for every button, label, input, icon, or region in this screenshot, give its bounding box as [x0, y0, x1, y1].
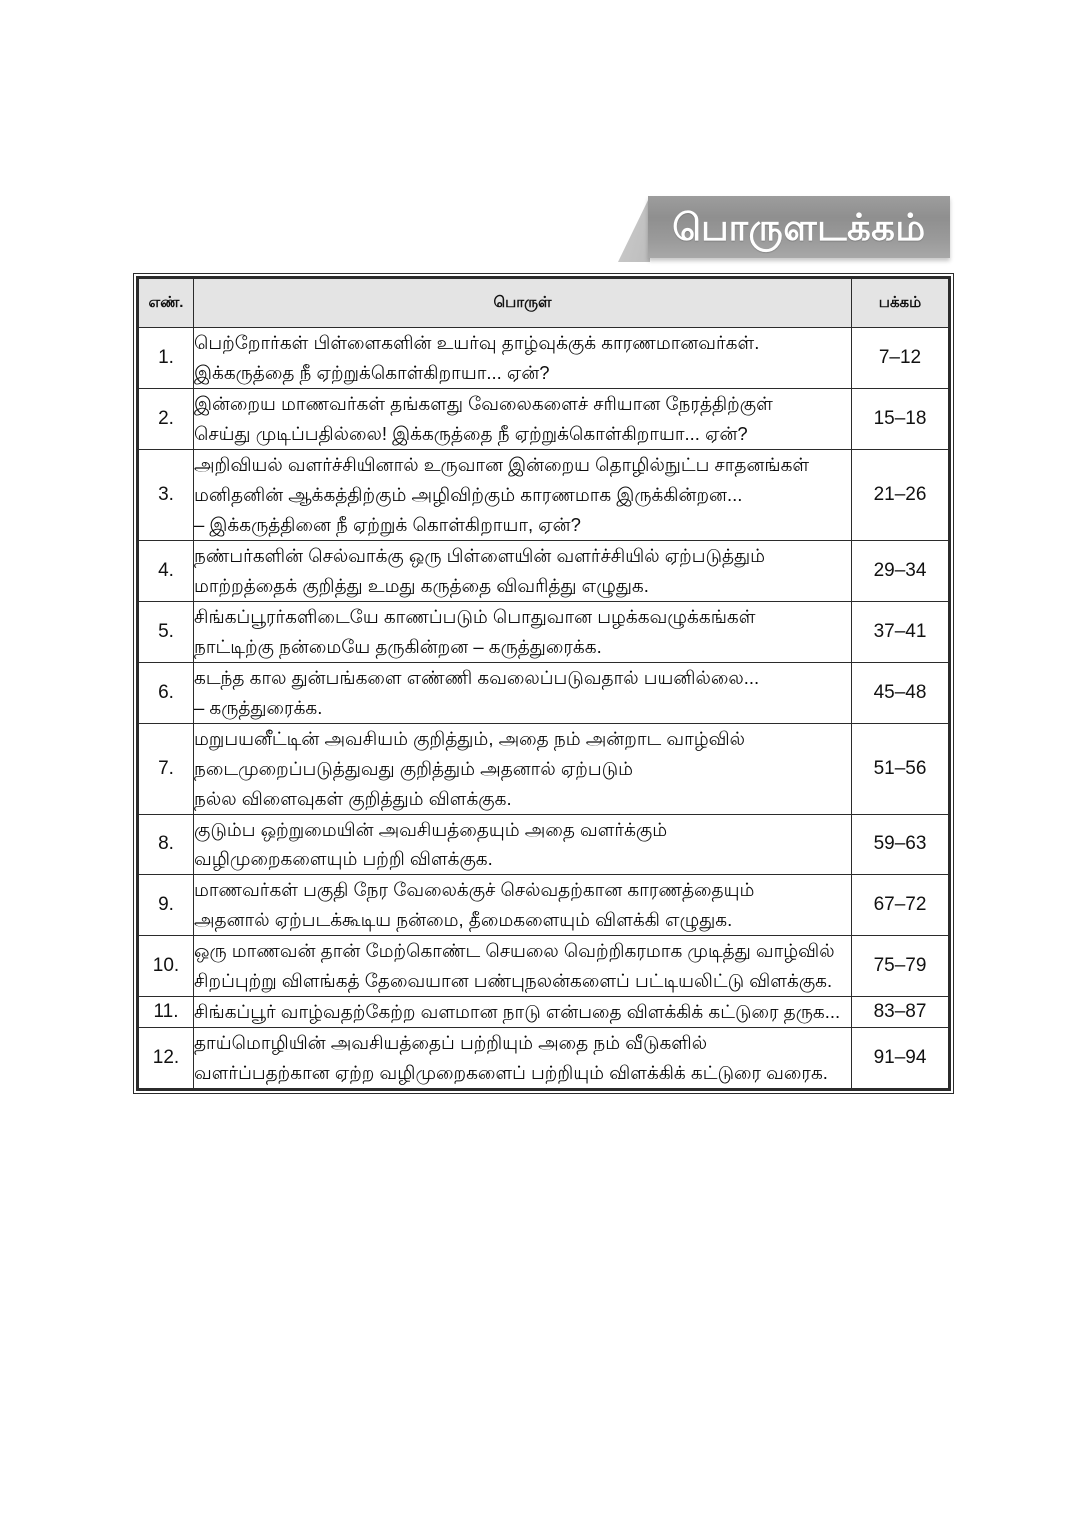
table-row — [138, 540, 950, 601]
table-row — [138, 875, 950, 936]
table-row — [138, 662, 950, 723]
row-page-range: 45–48 — [852, 662, 950, 723]
row-number: 7. — [138, 723, 194, 814]
row-number: 8. — [138, 814, 194, 875]
row-page-range: 15–18 — [852, 388, 950, 449]
row-page-range: 67–72 — [852, 875, 950, 936]
column-header-page: பக்கம் — [852, 278, 950, 328]
column-header-topic: பொருள் — [194, 278, 852, 328]
page-title: பொருளடக்கம் — [672, 206, 926, 248]
table-header-row — [138, 278, 950, 328]
topic-line: பெற்றோர்கள் பிள்ளைகளின் உயர்வு தாழ்வுக்குக் காரணமானவர்கள். — [194, 332, 760, 353]
table-header — [138, 278, 950, 328]
topic-line: அதனால் ஏற்படக்கூடிய நன்மை, தீமைகளையும் விளக்கி எழுதுக. — [194, 909, 733, 931]
row-page-range: 83–87 — [852, 997, 950, 1028]
topic-line: தாய்மொழியின் அவசியத்தைப் பற்றியும் அதை நம் வீடுகளில் — [194, 1032, 708, 1054]
topic-line: மாணவர்கள் பகுதி நேர வேலைக்குச் செல்வதற்கான காரணத்தையும் — [194, 879, 755, 901]
row-number: 2. — [138, 388, 194, 449]
row-number: 9. — [138, 875, 194, 936]
table-of-contents — [136, 276, 951, 1091]
topic-line: வழிமுறைகளையும் பற்றி விளக்குக. — [194, 848, 493, 870]
row-page-range: 29–34 — [852, 540, 950, 601]
topic-line: – கருத்துரைக்க. — [194, 696, 323, 718]
topic-line: வளர்ப்பதற்கான ஏற்ற வழிமுறைகளைப் பற்றியும் விளக்கிக் கட்டுரை வரைக. — [194, 1062, 828, 1084]
table-row — [138, 601, 950, 662]
topic-line: – இக்கருத்தினை நீ ஏற்றுக் கொள்கிறாயா, ஏன்? — [194, 513, 581, 535]
topic-line: மாற்றத்தைக் குறித்து உமது கருத்தை விவரித்து எழுதுக. — [194, 574, 649, 596]
banner-tail-shape — [618, 196, 650, 262]
row-page-range: 75–79 — [852, 936, 950, 997]
row-number: 1. — [138, 328, 194, 389]
topic-line: மனிதனின் ஆக்கத்திற்கும் அழிவிற்கும் காரணமாக இருக்கின்றன... — [194, 483, 743, 505]
row-number: 5. — [138, 601, 194, 662]
table-row — [138, 814, 950, 875]
topic-line: நாட்டிற்கு நன்மையே தருகின்றன – கருத்துரைக்க. — [194, 635, 602, 657]
topic-line: மறுபயனீட்டின் அவசியம் குறித்தும், அதை நம் அன்றாட வாழ்வில் — [194, 727, 746, 749]
table-body — [138, 328, 950, 1090]
topic-line: செய்து முடிப்பதில்லை! இக்கருத்தை நீ ஏற்றுக்கொள்கிறாயா... ஏன்? — [194, 422, 748, 444]
table-row — [138, 328, 950, 389]
row-page-range: 37–41 — [852, 601, 950, 662]
topic-line: சிங்கப்பூரர்களிடையே காணப்படும் பொதுவான பழக்கவழுக்கங்கள் — [194, 605, 756, 627]
topic-line: நல்ல விளைவுகள் குறித்தும் விளக்குக. — [194, 787, 512, 809]
row-page-range: 21–26 — [852, 449, 950, 540]
row-topic — [194, 601, 852, 662]
table-row — [138, 997, 950, 1028]
topic-line: அறிவியல் வளர்ச்சியினால் உருவான இன்றைய தொழில்நுட்ப சாதனங்கள் — [194, 453, 810, 475]
row-page-range: 51–56 — [852, 723, 950, 814]
table-row — [138, 936, 950, 997]
row-topic — [194, 388, 852, 449]
row-number: 10. — [138, 936, 194, 997]
row-page-range: 91–94 — [852, 1028, 950, 1090]
topic-line: சிங்கப்பூர் வாழ்வதற்கேற்ற வளமான நாடு என்பதை விளக்கிக் கட்டுரை தருக... — [194, 1001, 841, 1023]
row-number: 3. — [138, 449, 194, 540]
row-page-range: 59–63 — [852, 814, 950, 875]
row-topic — [194, 936, 852, 997]
topic-line: நண்பர்களின் செல்வாக்கு ஒரு பிள்ளையின் வளர்ச்சியில் ஏற்படுத்தும் — [194, 544, 766, 566]
row-topic — [194, 662, 852, 723]
contents-banner — [618, 196, 950, 262]
row-topic — [194, 875, 852, 936]
row-topic — [194, 540, 852, 601]
topic-line: ஒரு மாணவன் தான் மேற்கொண்ட செயலை வெற்றிகரமாக முடித்து வாழ்வில் — [194, 940, 835, 962]
topic-line: இன்றைய மாணவர்கள் தங்களது வேலைகளைச் சரியான நேரத்திற்குள் — [194, 392, 773, 414]
banner-bar — [648, 196, 950, 258]
row-number: 11. — [138, 997, 194, 1028]
row-topic — [194, 449, 852, 540]
topic-line: குடும்ப ஒற்றுமையின் அவசியத்தையும் அதை வளர்க்கும் — [194, 818, 668, 840]
row-page-range: 7–12 — [852, 328, 950, 389]
row-topic — [194, 997, 852, 1028]
row-number: 12. — [138, 1028, 194, 1090]
row-topic — [194, 814, 852, 875]
table-row — [138, 1028, 950, 1090]
row-topic — [194, 328, 852, 389]
table-row — [138, 388, 950, 449]
topic-line: இக்கருத்தை நீ ஏற்றுக்கொள்கிறாயா... ஏன்? — [194, 361, 550, 383]
column-header-number: எண். — [138, 278, 194, 328]
topic-line: நடைமுறைப்படுத்துவது குறித்தும் அதனால் ஏற்படும் — [194, 757, 634, 779]
topic-line: கடந்த கால துன்பங்களை எண்ணி கவலைப்படுவதால் பயனில்லை... — [194, 666, 760, 688]
row-topic — [194, 723, 852, 814]
row-number: 4. — [138, 540, 194, 601]
row-topic — [194, 1028, 852, 1090]
topic-line: சிறப்புற்று விளங்கத் தேவையான பண்புநலன்களைப் பட்டியலிட்டு விளக்குக. — [194, 970, 833, 992]
row-number: 6. — [138, 662, 194, 723]
table-row — [138, 449, 950, 540]
table-row — [138, 723, 950, 814]
